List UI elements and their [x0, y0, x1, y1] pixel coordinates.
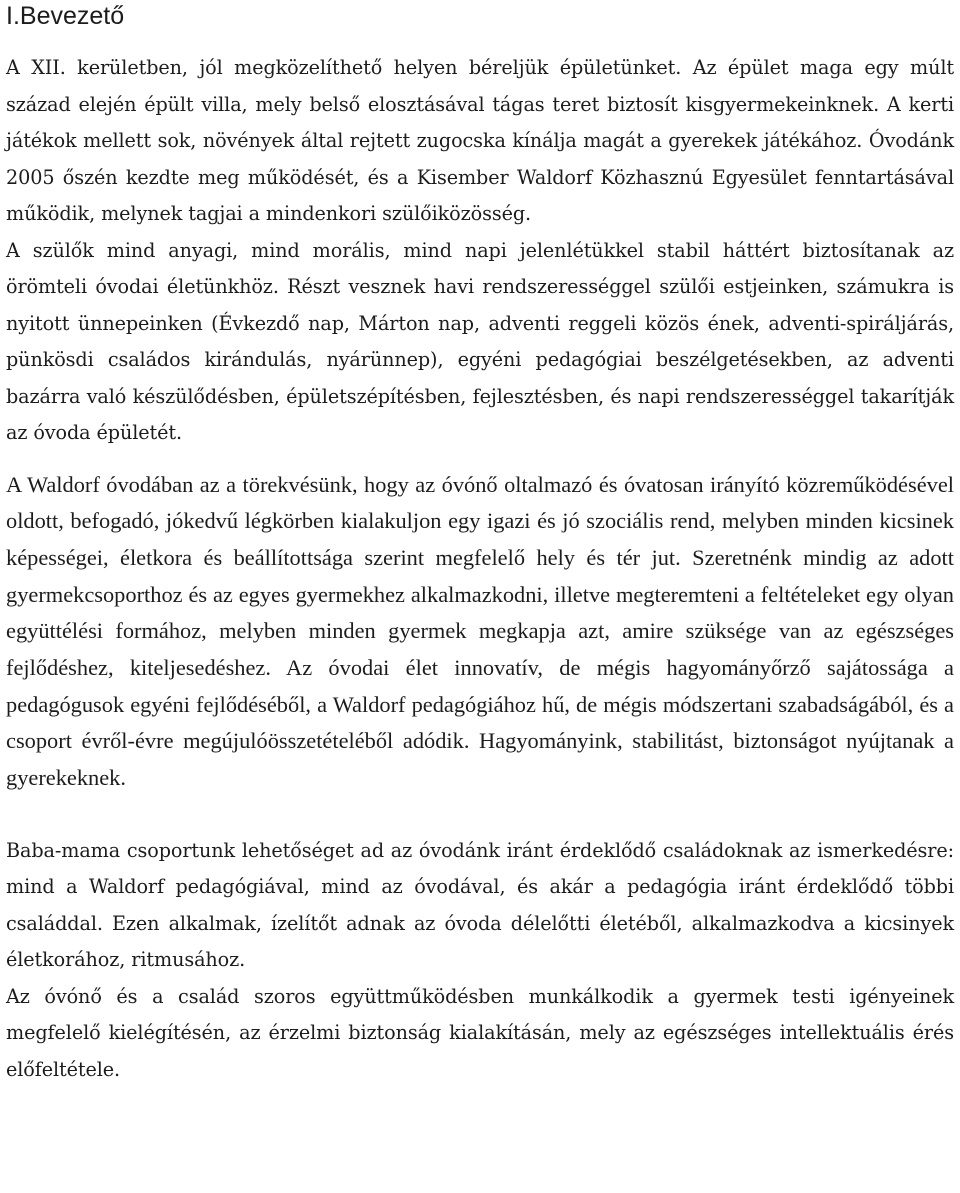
- paragraph-cooperation: Az óvónő és a család szoros együttműködésben munkálkodik a gyermek testi igényeinek megfelelő kielégítésén, az érzelmi biztonság kialakításán, mely az egészséges intellektuális érés előfeltétele.: [6, 984, 954, 1081]
- paragraph-parents-support: A szülők mind anyagi, mind morális, mind napi jelenlétükkel stabil háttért biztosítanak az örömteli óvodai életünkhöz. Részt vesznek havi rendszerességgel szülői estjeinken, számukra is nyitott ünnepeinken (Évkezdő nap, Márton nap, adventi reggeli közös ének, adventi-spiráljárás, pünkösdi családos kirándulás, nyárünnep), egyéni pedagógiai beszélgetésekben, az adventi bazárra való készülődésben, épületszépítésben, fejlesztésben, és napi rendszerességgel takarítják az óvoda épületét.: [6, 238, 954, 444]
- section-heading: I.Bevezető: [6, 2, 125, 30]
- paragraph-baby-mama-group: Baba-mama csoportunk lehetőséget ad az óvodánk iránt érdeklődő családoknak az ismerkedésre: mind a Waldorf pedagógiával, mind az óvodával, és akár a pedagógia iránt érdeklődő többi családdal. Ezen alkalmak, ízelítőt adnak az óvoda délelőtti életéből, alkalmazkodva a kicsinyek életkorához, ritmusához.: [6, 838, 954, 972]
- paragraph-waldorf-aims: A Waldorf óvodában az a törekvésünk, hogy az óvónő oltalmazó és óvatosan irányító közreműködésével oldott, befogadó, jókedvű légkörben kialakuljon egy igazi és jó szociális rend, melyben minden kicsinek képességei, életkora és beállítottsága szerint megfelelő hely és tér jut. Szeretnénk mindig az adott gyermekcsoporthoz és az egyes gyermekhez alkalmazkodni, illetve megteremteni a feltételeket egy olyan együttélési formához, melyben minden gyermek megkapja azt, amire szüksége van az egészséges fejlődéshez, kiteljesedéshez. Az óvodai élet innovatív, de mégis hagyományőrző sajátossága a pedagógusok egyéni fejlődéséből, a Waldorf pedagógiához hű, de mégis módszertani szabadságából, és a csoport évről-évre megújulóösszetételéből adódik. Hagyományink, stabilitást, biztonságot nyújtanak a gyerekeknek.: [6, 471, 954, 791]
- paragraph-intro-building: A XII. kerületben, jól megközelíthető helyen béreljük épületünket. Az épület maga egy múlt század elején épült villa, mely belső elosztásával tágas teret biztosít kisgyermekeinknek. A kerti játékok mellett sok, növények által rejtett zugocska kínálja magát a gyerekek játékához. Óvodánk 2005 őszén kezdte meg működését, és a Kisember Waldorf Közhasznú Egyesület fenntartásával működik, melynek tagjai a mindenkori szülőiközösség.: [6, 56, 954, 225]
